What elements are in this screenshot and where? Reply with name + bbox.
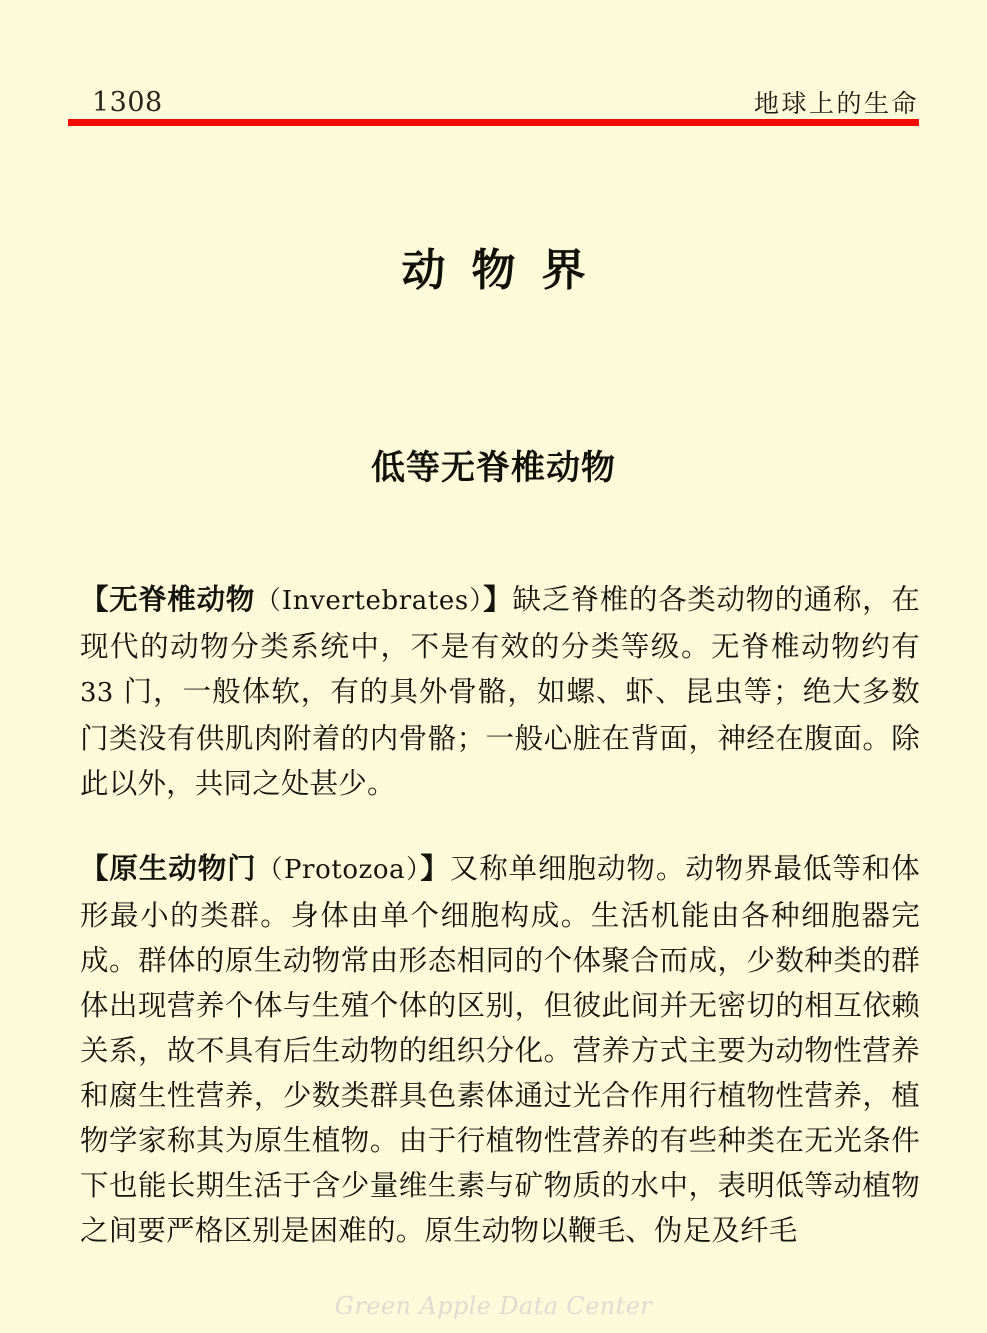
inline-number: 33 xyxy=(80,678,114,708)
body-text-area xyxy=(80,577,920,1253)
lead-term-close: 】 xyxy=(483,583,513,616)
lead-term-open: 【无脊椎动物 xyxy=(80,583,255,616)
lead-term-latin: （Invertebrates） xyxy=(254,586,484,616)
running-title: 地球上的生命 xyxy=(753,89,919,118)
running-header xyxy=(68,72,919,118)
paragraph-protozoa xyxy=(80,846,920,1253)
watermark: Green Apple Data Center xyxy=(334,1292,653,1320)
paragraph-text-after-number: 门，一般体软，有的具外骨骼，如螺、虾、昆虫等；绝大多数门类没有供肌肉附着的内骨骼；一般心脏在背面，神经在腹面。除此以外，共同之处甚少。 xyxy=(80,675,920,800)
paragraph-text: 又称单细胞动物。动物界最低等和体形最小的类群。身体由单个细胞构成。生活机能由各种细胞器完成。群体的原生动物常由形态相同的个体聚合而成，少数种类的群体出现营养个体与生殖个体的区别，但彼此间并无密切的相互依赖关系，故不具有后生动物的组织分化。营养方式主要为动物性营养和腐生性营养，少数类群具色素体通过光合作用行植物性营养，植物学家称其为原生植物。由于行植物性营养的有些种类在无光条件下也能长期生活于含少量维生素与矿物质的水中，表明低等动植物之间要严格区别是困难的。原生动物以鞭毛、伪足及纤毛 xyxy=(80,852,920,1247)
paragraph-invertebrates xyxy=(80,577,920,806)
lead-term-open: 【原生动物门 xyxy=(80,852,257,885)
section-title: 低等无脊椎动物 xyxy=(371,448,616,489)
lead-term-latin: （Protozoa） xyxy=(256,855,421,885)
lead-term-close: 】 xyxy=(420,852,450,885)
page-number: 1308 xyxy=(92,87,163,118)
paragraph-text-before-number: 缺乏脊椎的各类动物的通称，在现代的动物分类系统中，不是有效的分类等级。无脊椎动物约有 xyxy=(80,583,921,663)
chapter-title: 动物界 xyxy=(401,245,612,297)
header-divider-rule xyxy=(68,119,919,126)
